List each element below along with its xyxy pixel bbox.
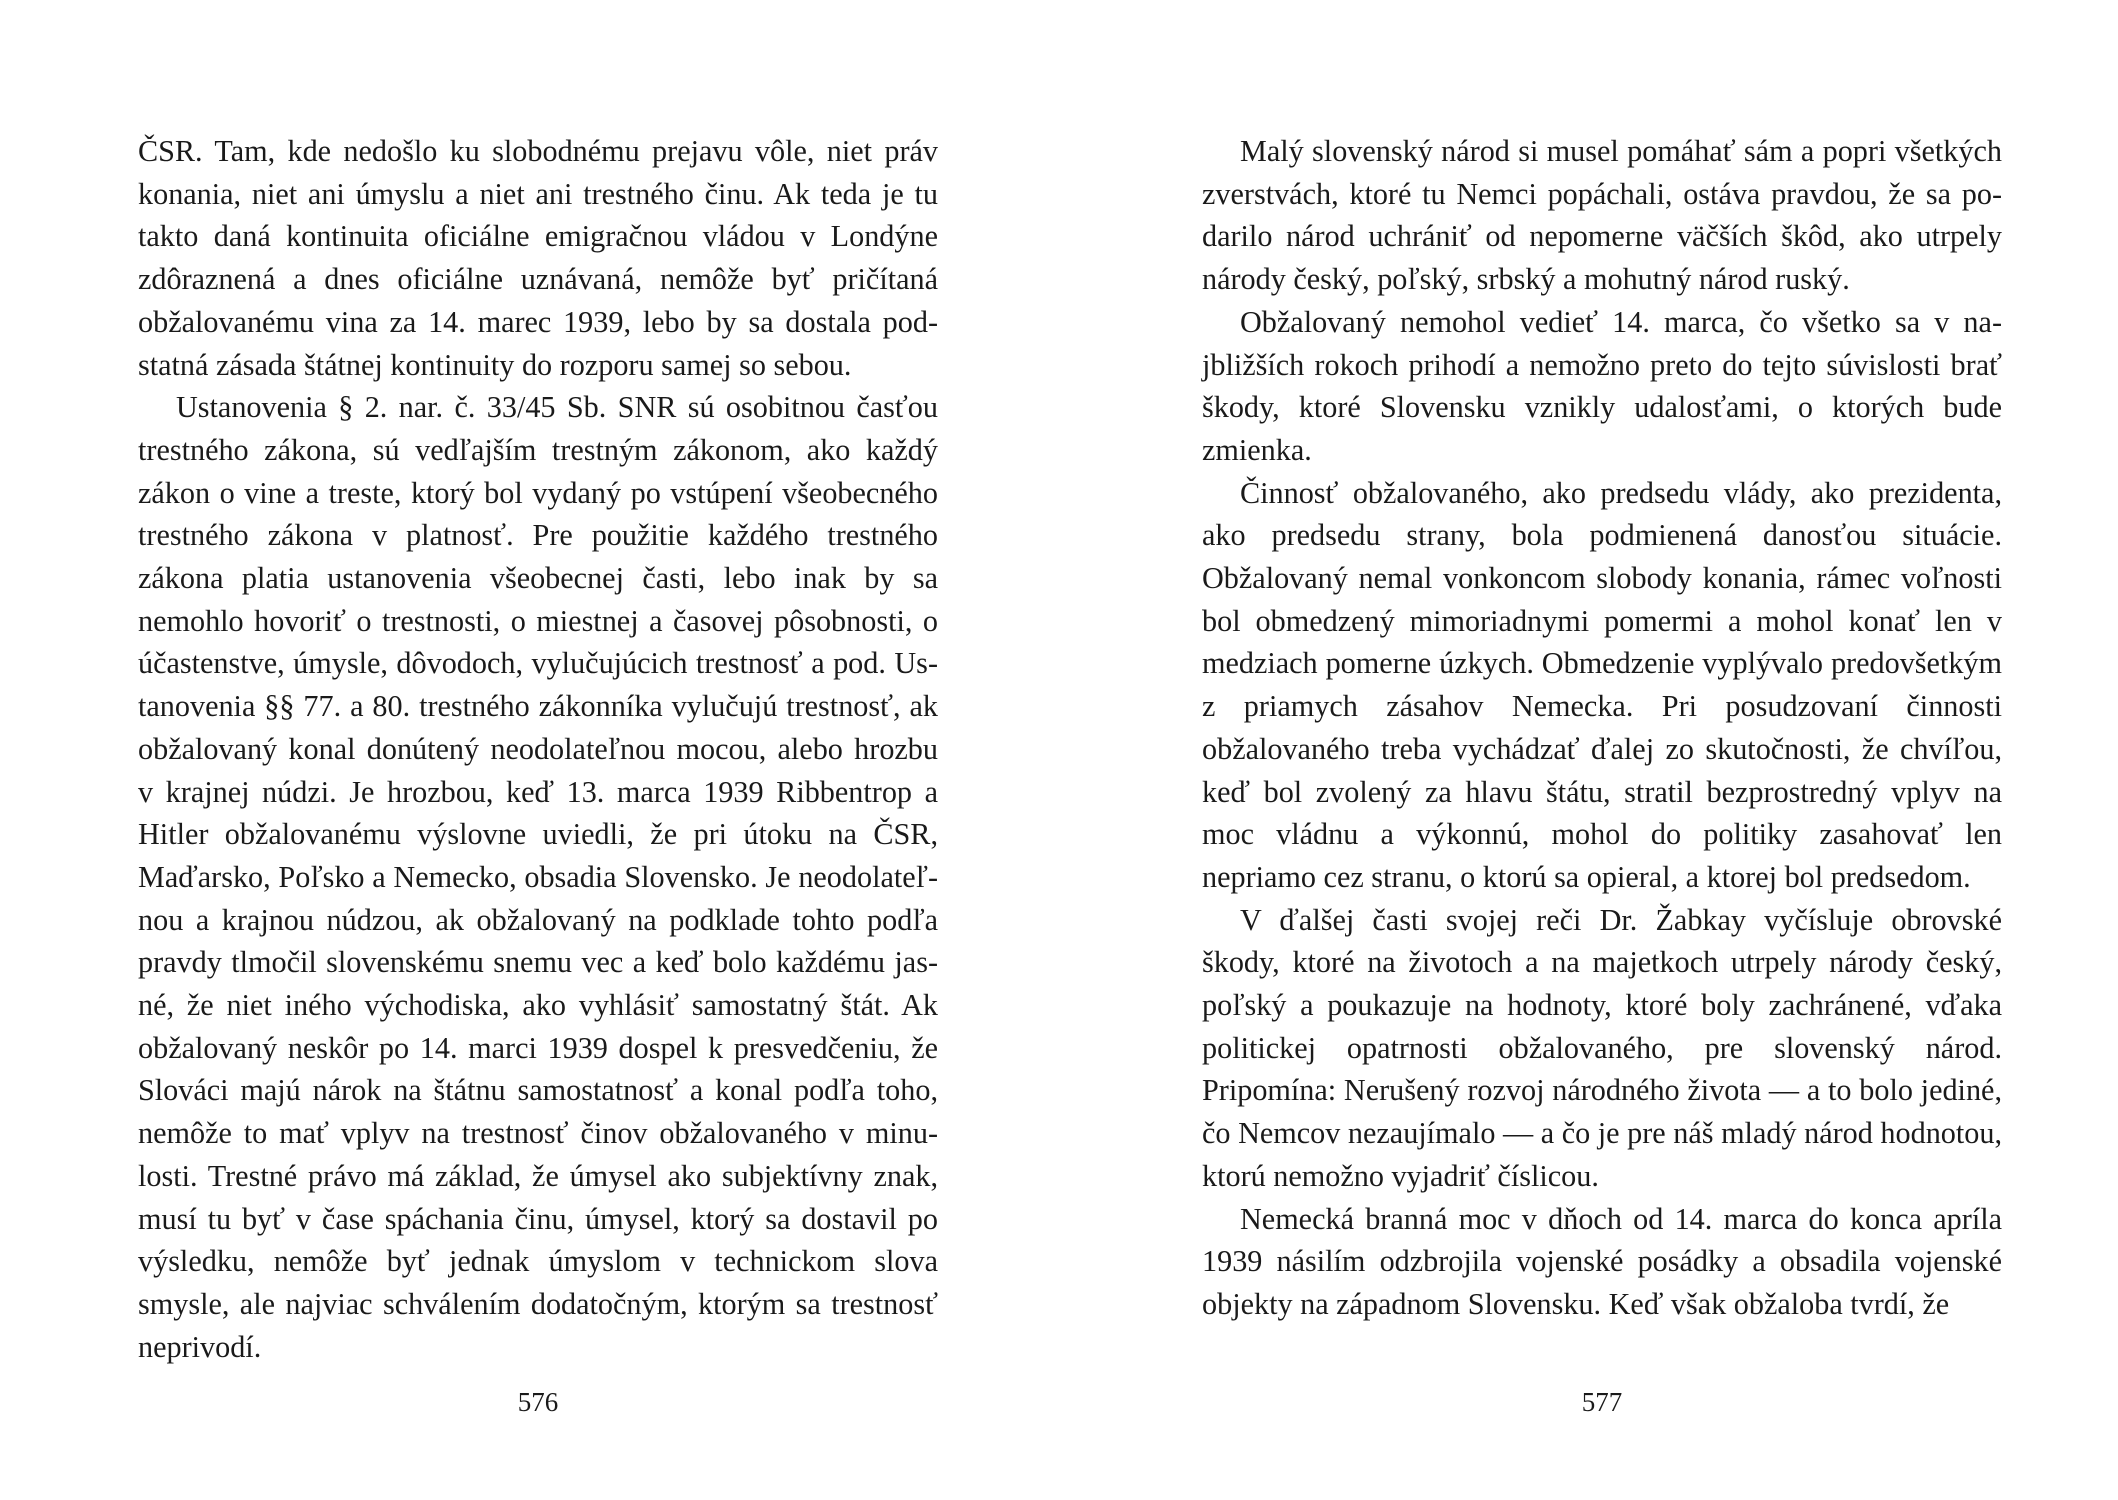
page-number: 576 bbox=[517, 1387, 559, 1417]
right-page-body bbox=[1202, 130, 2002, 1326]
paragraph: Nemecká branná moc v dňoch od 14. marca do konca apríla 1939 násilím odzbrojila vojenské posádky a obsadila vojenské objekty na západnom Slovensku. Keď však obžaloba tvrdí, že bbox=[1202, 1201, 2002, 1321]
right-page bbox=[1059, 0, 2118, 1500]
paragraph: Činnosť obžalovaného, ako predsedu vlády, ako prezidenta, ako predsedu strany, bola podmienená danosťou situácie. Obžalovaný nemal vonkoncom slobody konania, rámec voľnosti bol obmedzený mimoriadnymi pomermi a mohol konať len v medziach pomerne úzkych. Obmedzenie vyplývalo predovšetkým z priamych zásahov Nemecka. Pri posudzovaní činnosti obžalovaného treba vychádzať ďalej zo skutočnosti, že chvíľou, keď bol zvolený za hlavu štátu, stratil bezprostredný vplyv na moc vládnu a výkonnú, mohol do politiky zasahovať len nepriamo cez stranu, o ktorú sa opieral, a ktorej bol predsedom. bbox=[1202, 475, 2002, 894]
paragraph: Ustanovenia § 2. nar. č. 33/45 Sb. SNR sú osobitnou časťou trestného zákona, sú vedľajším trestným zákonom, ako každý zákon o vine a treste, ktorý bol vydaný po vstúpení všeobecného trestného zákona v platnosť. Pre použitie každého trestného zákona platia ustanovenia všeobecnej časti, lebo inak by sa nemohlo hovoriť o trestnosti, o miestnej a časovej pôsobnosti, o účastenstve, úmysle, dôvodoch, vylučujúcich trestnosť a pod. Ustanovenia §§ 77. a 80. trestného zákonníka vylučujú trestnosť, ak obžalovaný konal donútený neodolateľnou mocou, alebo hrozbu v krajnej núdzi. Je hrozbou, keď 13. marca 1939 Ribbentrop a Hitler obžalovanému výslovne uviedli, že pri útoku na ČSR, Maďarsko, Poľsko a Nemecko, obsadia Slovensko. Je neodolateľnou a krajnou núdzou, ak obžalovaný na podklade tohto podľa pravdy tlmočil slovenskému snemu vec a keď bolo každému jasné, že niet iného východiska, ako vyhlásiť samostatný štát. Ak obžalovaný neskôr po 14. marci 1939 dospel k presvedčeniu, že Slováci majú nárok na štátnu samostatnosť a konal podľa toho, nemôže to mať vplyv na trestnosť činov obžalovaného v minulosti. Trestné právo má základ, že úmysel ako subjektívny znak, musí tu byť v čase spáchania činu, úmysel, ktorý sa dostavil po výsledku, nemôže byť jednak úmyslom v technickom slova smysle, ale najviac schválením dodatočným, ktorým sa trestnosť neprivodí. bbox=[138, 390, 938, 1364]
paragraph: Obžalovaný nemohol vedieť 14. marca, čo všetko sa v najbližších rokoch prihodí a nemožno preto do tejto súvislosti brať škody, ktoré Slovensku vznikly udalosťami, o ktorých bude zmienka. bbox=[1202, 304, 2002, 467]
paragraph: Malý slovenský národ si musel pomáhať sám a popri všetkých zverstvách, ktoré tu Nemci popáchali, ostáva pravdou, že sa podarilo národ uchrániť od nepomerne väčších škôd, ako utrpely národy český, poľský, srbský a mohutný národ ruský. bbox=[1202, 134, 2002, 297]
page-number: 577 bbox=[1581, 1387, 1623, 1417]
paragraph: V ďalšej časti svojej reči Dr. Žabkay vyčísluje obrovské škody, ktoré na životoch a na majetkoch utrpely národy český, poľský a poukazuje na hodnoty, ktoré boly zachránené, vďaka politickej opatrnosti obžalovaného, pre slovenský národ. Pripomína: Nerušený rozvoj národného života — a to bolo jediné, čo Nemcov nezaujímalo — a čo je pre náš mladý národ hodnotou, ktorú nemožno vyjadriť číslicou. bbox=[1202, 902, 2002, 1193]
left-page-body bbox=[138, 130, 938, 1368]
paragraph: ČSR. Tam, kde nedošlo ku slobodnému prejavu vôle, niet práv konania, niet ani úmyslu a niet ani trestného činu. Ak teda je tu takto daná kontinuita oficiálne emigračnou vládou v Londýne zdôraznená a dnes oficiálne uznávaná, nemôže byť pričítaná obžalovanému vina za 14. marec 1939, lebo by sa dostala podstatná zásada štátnej kontinuity do rozporu samej so sebou. bbox=[138, 134, 938, 382]
